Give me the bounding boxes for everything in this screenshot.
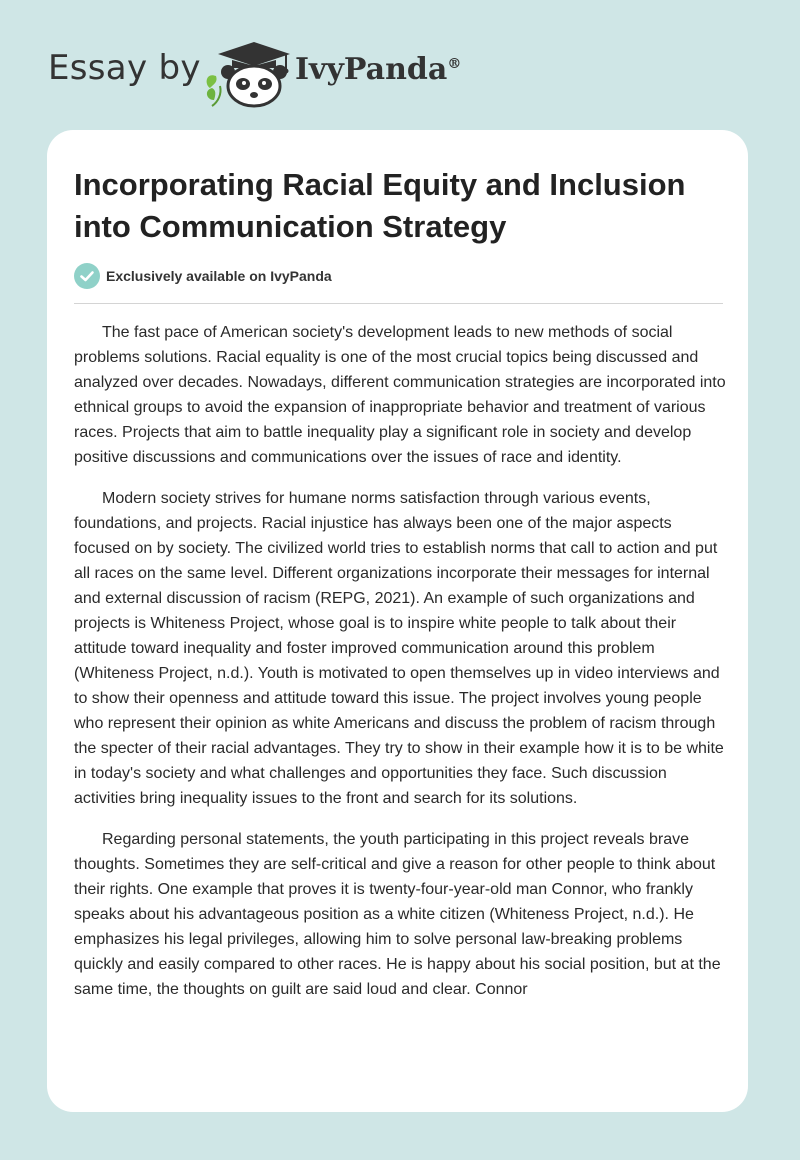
divider [74, 303, 723, 304]
exclusive-badge-label: Exclusively available on IvyPanda [106, 268, 332, 284]
ivypanda-logo-icon[interactable] [198, 38, 294, 108]
page-header [0, 0, 800, 130]
essay-by-label: Essay by [48, 48, 201, 88]
exclusive-badge [74, 263, 332, 289]
essay-card [47, 130, 748, 1112]
essay-title: Incorporating Racial Equity and Inclusion into Communication Strategy [74, 167, 686, 244]
brand-name[interactable]: IvyPanda® [295, 52, 462, 87]
check-circle-icon [74, 263, 100, 289]
essay-body [74, 320, 728, 1018]
paragraph: The fast pace of American society's development leads to new methods of social problems solutions. Racial equality is one of the most crucial topics being discussed and analyzed over decades. Nowadays, different communication strategies are incorporated into ethnical groups to avoid the expansion of inappropriate behavior and treatment of various races. Projects that aim to battle inequality play a significant role in society and develop positive discussions and communications over the issues of race and identity. [74, 324, 726, 466]
paragraph: Modern society strives for humane norms satisfaction through various events, foundations, and projects. Racial injustice has always been one of the major aspects focused on by society. The civilized world tries to establish norms that call to action and put all races on the same level. Different organizations incorporate their messages for internal and external discussion of racism (REPG, 2021). An example of such organizations and projects is Whiteness Project, whose goal is to inspire white people to talk about their attitude toward inequality and foster improved communication around this problem (Whiteness Project, n.d.). Youth is motivated to open themselves up in video interviews and to show their openness and attitude toward this issue. The project involves young people who represent their opinion as white Americans and discuss the problem of racism through the specter of their racial advantages. They try to show in their example how it is to be white in today's society and what challenges and opportunities they face. Such discussion activities bring inequality issues to the front and search for its solutions. [74, 490, 724, 807]
paragraph: Regarding personal statements, the youth participating in this project reveals brave thoughts. Sometimes they are self-critical and give a reason for other people to think about their rights. One example that proves it is twenty-four-year-old man Connor, who frankly speaks about his advantageous position as a white citizen (Whiteness Project, n.d.). He emphasizes his legal privileges, allowing him to solve personal law-breaking problems quickly and easily compared to other races. He is happy about his social position, but at the same time, the thoughts on guilt are said loud and clear. Connor [74, 831, 721, 998]
